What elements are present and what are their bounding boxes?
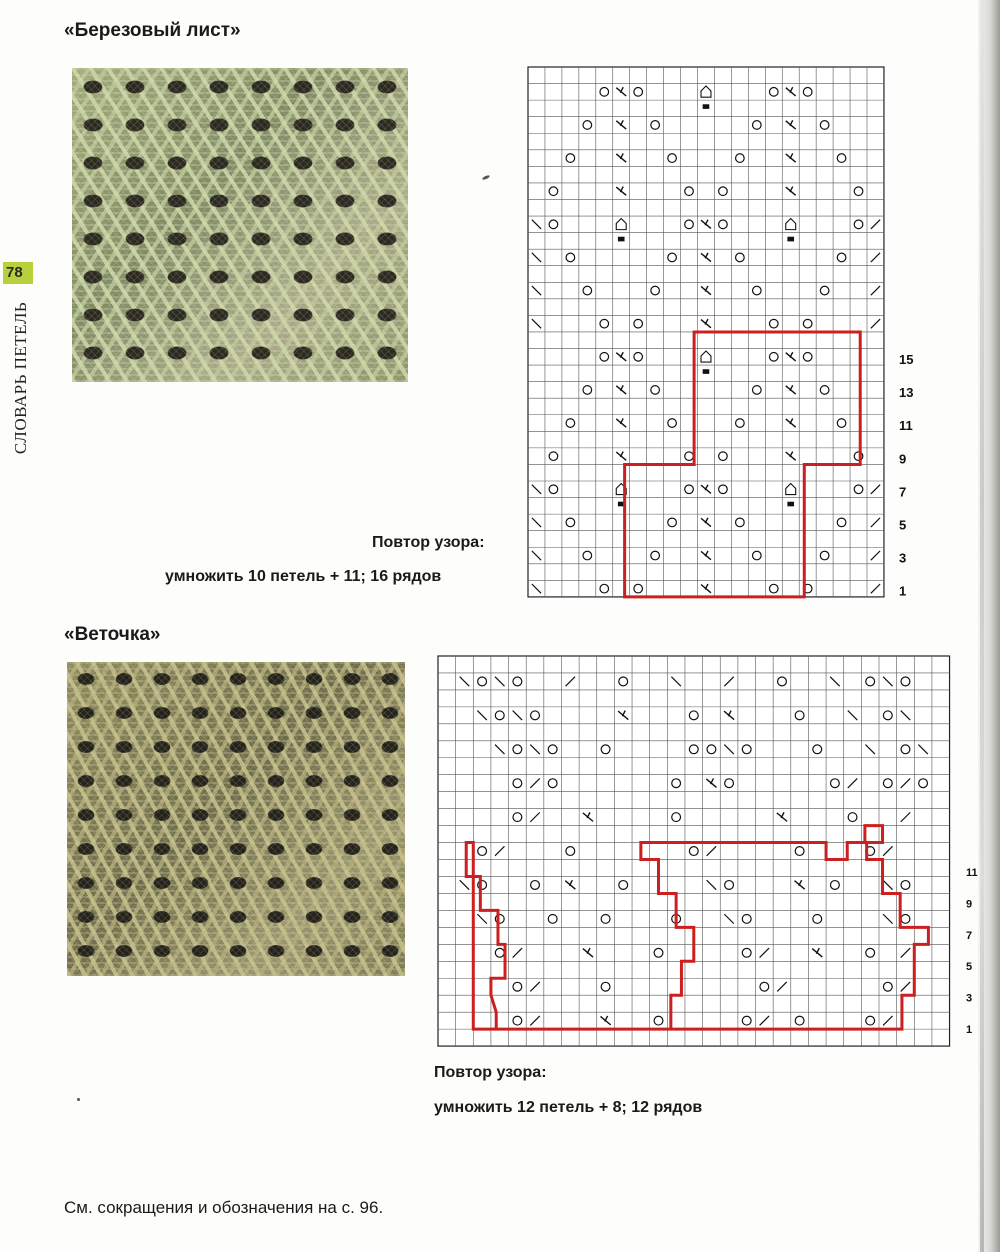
pattern-title-birch-leaf: «Березовый лист» (64, 20, 241, 41)
lace-texture (67, 662, 405, 976)
bobble-symbol (787, 237, 794, 242)
knitting-chart-birch-leaf (528, 67, 884, 597)
page-number: 78 (3, 262, 33, 284)
repeat-label-twig: Повтор узора: (434, 1064, 547, 1081)
row-number-label: 1 (899, 583, 907, 599)
row-number-label: 11 (899, 418, 913, 434)
pattern-title-twig: «Веточка» (64, 624, 161, 645)
section-side-title: СЛОВАРЬ ПЕТЕЛЬ (11, 301, 30, 455)
row-number-label: 13 (899, 385, 914, 401)
row-number-label: 15 (899, 352, 914, 367)
row-number-label: 1 (966, 1024, 973, 1036)
row-number-label: 9 (899, 451, 907, 467)
bobble-symbol (703, 104, 710, 109)
print-speck (77, 1098, 80, 1101)
knitting-chart-twig (438, 656, 950, 1046)
row-numbers-twig (966, 867, 978, 1036)
repeat-formula-twig: умножить 12 петель + 8; 12 рядов (434, 1099, 703, 1116)
bobble-symbol (787, 502, 794, 507)
repeat-formula-birch-leaf: умножить 10 петель + 11; 16 рядов (165, 568, 442, 585)
repeat-label-birch-leaf: Повтор узора: (372, 534, 485, 551)
knitted-sample-photo-twig (67, 662, 405, 976)
row-number-label: 3 (966, 992, 973, 1005)
row-number-label: 5 (966, 961, 973, 974)
row-number-label: 11 (966, 867, 978, 879)
footer-note: См. сокращения и обозначения на с. 96. (64, 1198, 384, 1217)
row-number-label: 7 (899, 484, 907, 500)
row-number-label: 9 (966, 898, 973, 911)
row-number-label: 5 (899, 517, 907, 533)
row-number-label: 3 (899, 550, 907, 566)
chart-grid-frame (438, 656, 950, 1046)
row-numbers-birch-leaf (899, 352, 913, 599)
bobble-symbol (703, 369, 710, 374)
bobble-symbol (618, 237, 625, 242)
row-number-label: 7 (966, 929, 973, 942)
